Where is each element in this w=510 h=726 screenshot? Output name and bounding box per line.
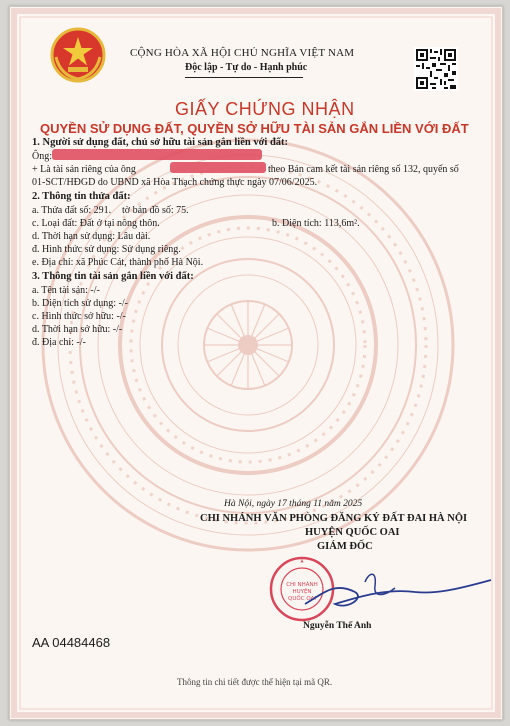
serial-number: AA 04484468 [32,635,111,650]
certificate-title: GIẤY CHỨNG NHẬN [175,99,355,119]
svg-text:CHI NHÁNH: CHI NHÁNH [286,582,318,588]
usage-term: d. Thời hạn sử dụng: Lâu dài. [32,231,151,242]
handwritten-signature [295,552,495,622]
parcel-area: b. Diện tích: 113,6m². [272,218,360,229]
issuing-district: HUYỆN QUỐC OAI [305,527,400,538]
asset-ownership-term: d. Thời hạn sở hữu: -/- [32,324,123,335]
svg-text:HUYỆN: HUYỆN [292,589,312,595]
signer-name: Nguyễn Thế Anh [303,621,372,631]
issuing-office: CHI NHÁNH VĂN PHÒNG ĐĂNG KÝ ĐẤT ĐAI HÀ NỘI [200,513,468,524]
parcel-address: e. Địa chỉ: xã Phúc Cát, thành phố Hà Nội. [32,257,204,268]
signer-role: GIÁM ĐỐC [317,541,373,552]
motto: Độc lập - Tự do - Hạnh phúc [185,62,308,73]
asset-name: a. Tên tài sản: -/- [32,285,100,296]
national-emblem-icon [50,27,106,83]
qr-code-icon[interactable] [414,47,458,91]
section3-heading: 3. Thông tin tài sản gắn liền với đất: [32,271,194,282]
redaction-owner-name [52,149,262,160]
redaction-private-owner [170,162,266,173]
section2-heading: 2. Thông tin thửa đất: [32,191,131,202]
issue-date: Hà Nội, ngày 17 tháng 11 năm 2025 [224,499,363,509]
nation-header: CỘNG HÒA XÃ HỘI CHỦ NGHĨA VIỆT NAM [130,47,355,59]
qr-note: Thông tin chi tiết được thể hiện tại mã QR. [177,677,333,687]
private-asset-line2: 01-SCT/HĐGD do UBND xã Hòa Thạch chứng thực ngày 07/06/2025. [32,177,318,188]
land-type: c. Loại đất: Đất ở tại nông thôn. [32,218,160,229]
private-asset-prefix: + Là tài sản riêng của ông [32,164,136,175]
motto-underline [185,77,303,78]
certificate-sheet [9,6,503,720]
owner-label: Ông: [32,151,52,162]
section1-heading: 1. Người sử dụng đất, chủ sở hữu tài sản gắn liền với đất: [32,137,289,148]
map-sheet-number: tờ bản đồ số: 75. [122,205,189,216]
parcel-number: a. Thửa đất số: 291. [32,205,112,216]
certificate-subtitle: QUYỀN SỬ DỤNG ĐẤT, QUYỀN SỞ HỮU TÀI SẢN GẮN LIỀN VỚI ĐẤT [40,121,469,136]
asset-area: b. Diện tích sử dụng: -/- [32,298,128,309]
private-asset-suffix: theo Bản cam kết tài sản riêng số 132, quyển số [268,164,459,175]
usage-form: đ. Hình thức sử dụng: Sử dụng riêng. [32,244,181,255]
asset-address: đ. Địa chỉ: -/- [32,337,86,348]
svg-text:QUỐC OAI: QUỐC OAI [288,596,316,602]
asset-ownership-form: c. Hình thức sở hữu: -/- [32,311,126,322]
